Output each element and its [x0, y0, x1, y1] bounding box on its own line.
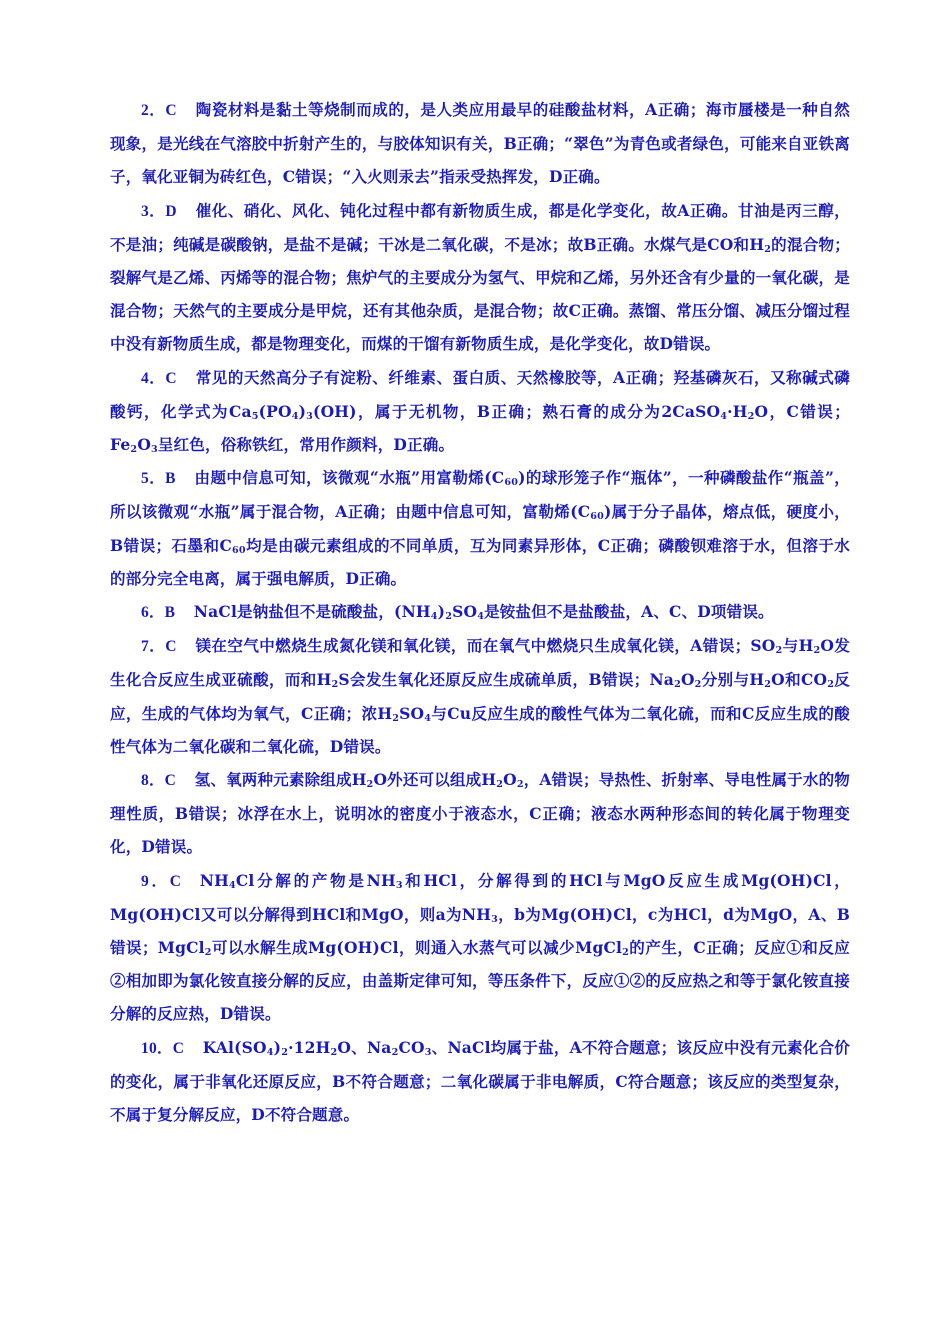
explanation-text: 可以水解生成Mg(OH)Cl，则通入水蒸气可以减少MgCl [211, 938, 623, 958]
explanation-text: ) [437, 602, 446, 622]
explanation-text: O外还可以组成H [373, 770, 497, 790]
explanation-text: 由题中信息可知，该微观“水瓶”用富勒烯(C [194, 468, 505, 488]
explanation-text: SO [399, 703, 425, 723]
explanation-text: 镁在空气中燃烧生成氮化镁和氧化镁，而在氧气中燃烧只生成氧化镁，A错误；SO [195, 636, 776, 656]
subscript: 60 [590, 511, 605, 523]
subscript: 4 [424, 712, 432, 724]
question-number: 10． [141, 1039, 173, 1057]
explanation-text: 反应，生成的气体均为氧气，C正确；浓H [110, 670, 851, 723]
subscript: 2 [331, 679, 339, 691]
answer-6 [110, 595, 850, 629]
subscript: 5 [251, 410, 259, 422]
explanation-text: (PO [258, 401, 292, 421]
subscript: 4 [266, 1046, 274, 1058]
subscript: 2 [130, 443, 138, 455]
explanation-text: SO [452, 602, 478, 622]
question-number: 8． [141, 772, 165, 790]
subscript: 3 [395, 879, 403, 891]
subscript: 2 [516, 778, 524, 790]
explanation-text: NH [199, 870, 229, 890]
subscript: 2 [204, 947, 212, 958]
explanation-text: 陶瓷材料是黏土等烧制而成的，是人类应用最早的硅酸盐材料，A正确；海市蜃楼是一种自然现象，是光线在气溶胶中折射产生的，与胶体知识有关，B正确；“翠色”为青色或者绿色，可能来自亚铁离子，氧化亚铜为砖红色，C错误；“入火则汞去”指汞受热挥发，D正确。 [110, 100, 850, 187]
subscript: 4 [477, 610, 485, 622]
answer-letter: C [165, 638, 177, 656]
subscript: 2 [496, 778, 504, 790]
explanation-text: ，b为Mg(OH)Cl，c为HCl，d为MgO，A、B错误；MgCl [110, 904, 851, 958]
explanation-text: O、Na [337, 1037, 392, 1057]
question-number: 4． [141, 369, 166, 387]
subscript: 2 [622, 947, 629, 958]
explanation-text: 、NaCl均属于盐，A不符合题意；该反应中没有元素化合价的变化，属于非氧化还原反应，B不符合题意；二氧化碳属于非电解质，C符合题意；该反应的类型复杂，不属于复分解反应，D不符合题意。 [110, 1037, 850, 1125]
subscript: 3 [151, 443, 158, 455]
explanation-text: ·12H [288, 1037, 331, 1057]
subscript: 3 [424, 1046, 432, 1058]
question-number: 3． [141, 202, 166, 220]
answer-3 [110, 194, 850, 361]
explanation-text: KAl(SO [202, 1037, 267, 1057]
explanation-text: NaCl是钠盐但不是硫酸盐，(NH [193, 602, 431, 622]
explanation-text: 与Cu反应生成的酸性气体为二氧化硫，而和C反应生成的酸性气体为二氧化碳和二氧化硫，D错误。 [110, 703, 850, 756]
answer-7 [110, 629, 850, 763]
answer-letter: C [165, 102, 177, 119]
answer-10 [110, 1031, 850, 1132]
question-number: 9． [141, 872, 170, 890]
explanation-text: O和CO [771, 670, 828, 690]
subscript: 2 [747, 410, 755, 422]
answer-letter: B [164, 604, 176, 622]
explanation-text: 氢、氧两种元素除组成H [194, 770, 367, 790]
explanation-text: 和HCl，分解得到的HCl与MgO反应生成Mg(OH)Cl，Mg(OH)Cl又可以分解得到HCl和MgO，则a为NH [110, 870, 850, 924]
answer-4 [110, 361, 850, 462]
explanation-text: ·H [727, 401, 748, 421]
explanation-text: O [503, 770, 517, 790]
explanation-text: 分别与H [701, 670, 765, 690]
explanation-text: O [680, 670, 695, 690]
explanation-text: O，C错误；Fe [110, 401, 850, 455]
explanation-text: Cl分解的产物是NH [235, 870, 396, 890]
subscript: 3 [491, 913, 499, 925]
subscript: 2 [392, 712, 400, 724]
subscript: 4 [720, 410, 728, 422]
explanation-text: ) [298, 401, 307, 421]
subscript: 2 [764, 243, 772, 255]
explanation-text: 呈红色，俗称铁红，常用作颜料，D正确。 [157, 435, 455, 455]
subscript: 2 [775, 645, 783, 657]
explanation-text: S会发生氧化还原反应生成硫单质，B错误；Na [338, 670, 675, 690]
answer-letter: C [169, 872, 182, 890]
subscript: 2 [827, 679, 835, 691]
question-number: 7． [141, 638, 166, 656]
subscript: 2 [445, 610, 453, 622]
explanation-text: O发生化合反应生成亚硫酸，而和H [110, 636, 851, 690]
answer-8 [110, 763, 850, 864]
explanation-text: ) [273, 1037, 282, 1057]
explanation-text: 常见的天然高分子有淀粉、纤维素、蛋白质、天然橡胶等，A正确；羟基磷灰石，又称碱式磷酸钙，化学式为Ca [110, 367, 850, 421]
subscript: 60 [232, 544, 246, 556]
subscript: 2 [330, 1046, 338, 1058]
subscript: 3 [306, 410, 314, 422]
explanation-text: O [137, 435, 152, 455]
explanation-text: 与H [782, 636, 814, 656]
explanation-text: )的球形笼子作“瓶体”，一种磷酸盐作“瓶盖”，所以该微观“水瓶”属于混合物，A正确；由题中信息可知，富勒烯(C [110, 468, 851, 522]
explanation-text: 催化、硝化、风化、钝化过程中都有新物质生成，都是化学变化，故A正确。甘油是丙三醇，不是油；纯碱是碳酸钠，是盐不是碱；干冰是二氧化碳，不是冰；故B正确。水煤气是CO和H [110, 200, 850, 254]
explanation-text: ，A错误；导热性、折射率、导电性属于水的物理性质，B错误；冰浮在水上，说明冰的密度小于液态水，C正确；液态水两种形态间的转化属于物理变化，D错误。 [110, 770, 850, 857]
subscript: 2 [281, 1046, 289, 1058]
subscript: 4 [229, 879, 236, 891]
answer-9 [110, 864, 850, 1031]
subscript: 4 [291, 410, 299, 422]
explanation-text: 均是由碳元素组成的不同单质，互为同素异形体，C正确；磷酸钡难溶于水，但溶于水的部分完全电离，属于强电解质，D正确。 [110, 535, 850, 588]
subscript: 2 [366, 778, 374, 790]
explanation-text: 的混合物；裂解气是乙烯、丙烯等的混合物；焦炉气的主要成分为氢气、甲烷和乙烯，另外还含有少量的一氧化碳，是混合物；天然气的主要成分是甲烷，还有其他杂质，是混合物；故C正确。蒸馏、常压分馏、减压分馏过程中没有新物质生成，都是物理变化，而煤的干馏有新物质生成，是化学变化，故D错误。 [110, 234, 850, 354]
subscript: 2 [391, 1046, 399, 1058]
answer-2 [110, 93, 850, 194]
explanation-text: 是铵盐但不是盐酸盐，A、C、D项错误。 [484, 602, 774, 622]
explanation-text: )属于分子晶体，熔点低，硬度小，B错误；石墨和C [110, 502, 850, 555]
answer-letter: C [164, 772, 177, 790]
subscript: 2 [694, 679, 702, 691]
subscript: 2 [674, 679, 681, 691]
question-number: 6． [141, 604, 165, 622]
subscript: 4 [430, 610, 438, 622]
explanation-text: 的产生，C正确；反应①和反应②相加即为氯化铵直接分解的反应，由盖斯定律可知，等压条件下，反应①②的反应热之和等于氯化铵直接分解的反应热，D错误。 [110, 938, 850, 1024]
question-number: 2． [141, 102, 166, 119]
subscript: 2 [813, 645, 821, 657]
answer-letter: C [165, 369, 177, 387]
answer-letter: C [172, 1039, 185, 1057]
explanation-text: (OH)，属于无机物，B正确；熟石膏的成分为2CaSO [313, 401, 721, 421]
answer-5 [110, 461, 850, 595]
question-number: 5． [141, 470, 166, 488]
subscript: 60 [504, 477, 519, 489]
answer-letter: B [165, 470, 176, 488]
answer-letter: D [165, 202, 177, 220]
explanation-text: CO [398, 1037, 425, 1057]
subscript: 2 [764, 679, 772, 691]
